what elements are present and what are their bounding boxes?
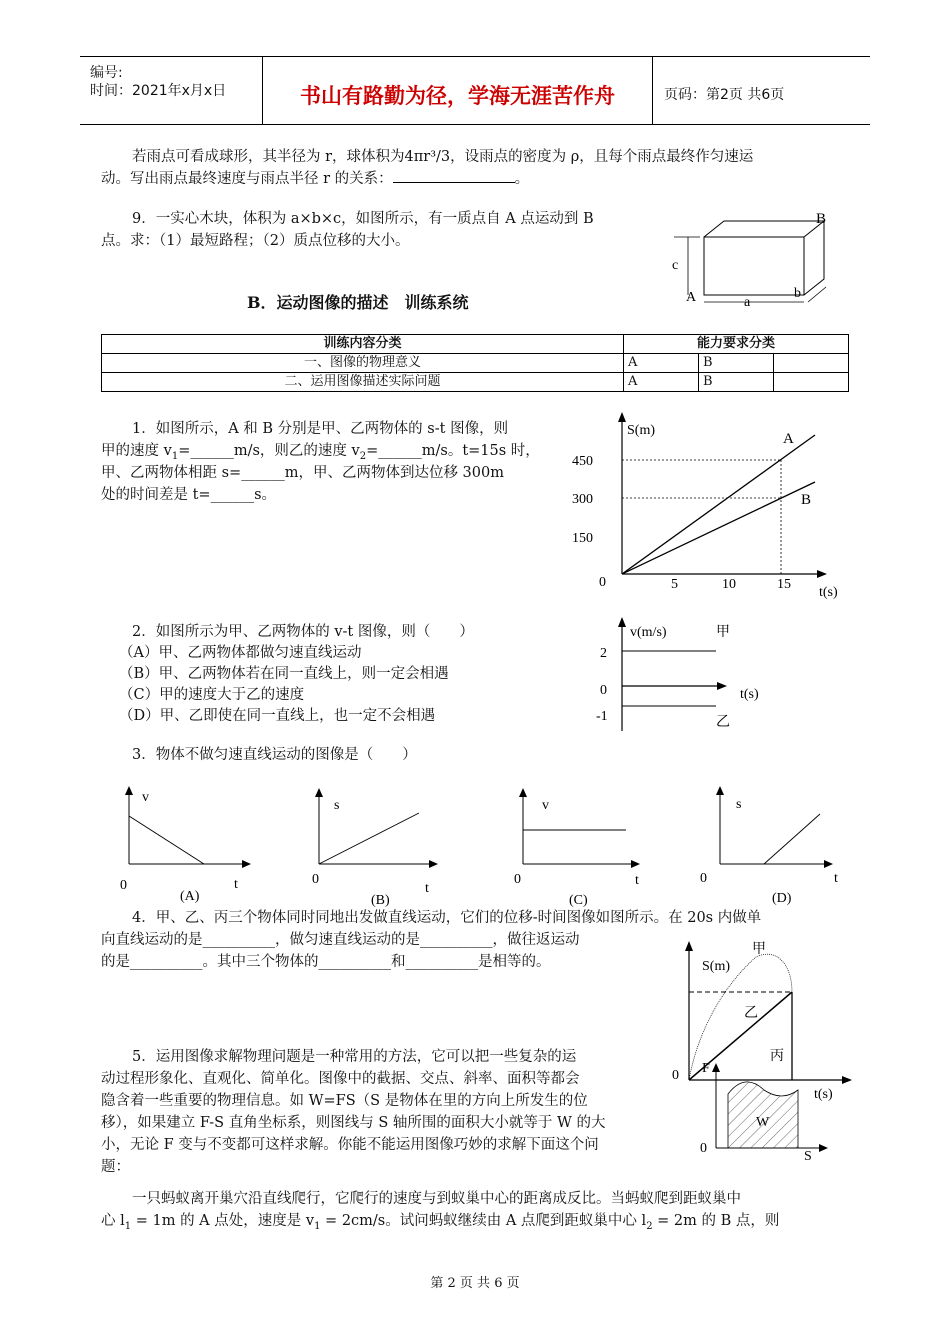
table-header-row [102,335,849,354]
q1-line-3: 甲、乙两物体相距 s=______m，甲、乙两物体到达位移 300m [101,465,504,481]
q1-ytick-300: 300 [572,492,593,507]
q1-line-B [622,482,815,574]
q3c-x-label: t [635,873,639,888]
q1-line-A [622,435,815,574]
q4-x-label: t(s) [814,1087,833,1102]
q3b-option-label: (B) [371,893,390,907]
rain-line-1: 若雨点可看成球形，其半径为 r，球体积为4πr³/3，设雨点的密度为 ρ，且每个雨点最终作匀速运 [132,149,754,165]
table-cell-a: A [624,373,699,392]
q3a-x-arrow [242,860,251,868]
q2-option-c: （C）甲的速度大于乙的速度 [119,687,305,703]
table-cell-b: B [699,373,774,392]
q1-line-1: 1．如图所示，A 和 B 分别是甲、乙两物体的 s-t 图像，则 [132,421,509,437]
q3d-x-label: t [834,871,838,886]
q3d-y-arrow [716,786,724,795]
q3d-graph-line [764,814,820,864]
q3b-x-arrow [429,860,438,868]
q3a-x-label: t [234,877,238,892]
q5-line-2: 动过程形象化、直观化、简单化。图像中的截据、交点、斜率、面积等都会 [101,1071,580,1087]
rain-line-2-text: 动。写出雨点最终速度与雨点半径 r 的关系： [101,171,393,187]
q3-graph-c [505,782,655,907]
q3b-y-arrow [315,788,323,797]
q1-ytick-150: 150 [572,531,593,546]
q3-graph-d [698,782,848,907]
q5-line-3: 隐含着一些重要的物理信息。如 W=FS（S 是物体在里的方向上所发生的位 [101,1093,588,1109]
q2-ytick-neg1: -1 [596,709,608,724]
q3d-x-arrow [824,860,833,868]
ant-line-1: 一只蚂蚁离开巢穴沿直线爬行，它爬行的速度与到蚁巢中心的距离成反比。当蚂蚁爬到距蚁巢中 [132,1191,741,1207]
table-header-content: 训练内容分类 [102,335,624,354]
q2-stem: 2．如图所示为甲、乙两物体的 v-t 图像，则（ ） [132,624,474,640]
q1-sub-1: 1 [171,450,179,462]
block-side-face [804,221,824,295]
table-cell-a: A [624,354,699,373]
q1-sub-2: 2 [359,450,367,462]
q3c-y-label: v [542,798,549,813]
q3a-y-label: v [142,790,149,805]
ant-text-2: = 1m 的 A 点处，速度是 v [131,1213,315,1229]
q3-graph-a [112,782,262,907]
q3c-y-arrow [519,788,527,797]
table-row [102,373,849,392]
ant-text-3: = 2cm/s。试问蚂蚁继续由 A 点爬到距蚁巢中心 l [320,1213,647,1229]
q3b-y-label: s [334,798,340,813]
q3b-origin: 0 [312,872,319,887]
q5-x-label: S [804,1149,812,1164]
q5-fs-chart [690,1050,840,1165]
training-classification-table [101,334,849,392]
section-b-title: B．运动图像的描述 训练系统 [247,293,469,312]
header-divider-2 [652,56,653,124]
q1-series-label-A: A [783,431,794,447]
q3-stem: 3．物体不做匀速直线运动的图像是（ ） [132,747,417,763]
q5-line-1: 5．运用图像求解物理问题是一种常用的方法，它可以把一些复杂的运 [132,1049,577,1065]
q3c-origin: 0 [514,872,521,887]
table-cell-content: 一、图像的物理意义 [102,354,624,373]
q3c-x-arrow [631,860,640,868]
q3c-option-label: (C) [569,893,588,907]
rain-line-2-end: 。 [514,171,530,187]
q9-line-2: 点。求：（1）最短路程；（2）质点位移的大小。 [101,233,410,249]
q1-x-label: t(s) [819,585,838,600]
q1-line-4: 处的时间差是 t=______s。 [101,487,277,503]
ant-line-2 [101,1210,779,1238]
block-top-face [704,221,824,237]
table-cell-empty [774,373,849,392]
q1-origin: 0 [599,575,606,590]
q1-xtick-10: 10 [722,577,736,592]
block-front-face [704,237,804,295]
q2-ytick-2: 2 [600,646,607,661]
q5-line-5: 小，无论 F 变与不变都可这样求解。你能不能运用图像巧妙的求解下面这个问 [101,1137,599,1153]
rain-answer-blank [393,168,515,183]
ant-sub-2: 1 [314,1220,321,1232]
page-footer: 第 2 页 共 6 页 [430,1276,520,1291]
block-label-c: c [672,258,679,273]
q5-area-label: W [756,1115,770,1130]
q5-y-arrow [712,1063,720,1072]
q2-x-label: t(s) [740,687,759,702]
ant-sub-3: 2 [646,1220,653,1232]
q3b-graph-line [319,813,419,864]
q4-y-arrow [685,941,693,951]
q4-line-1: 4．甲、乙、丙三个物体同时同地出发做直线运动，它们的位移-时间图像如图所示。在 20s 内做单 [132,910,762,926]
q2-vt-chart [590,615,790,735]
header-serial: 编号: [90,65,123,81]
q1-ytick-450: 450 [572,454,593,469]
q3d-y-label: s [736,797,742,812]
block-label-A: A [686,290,697,305]
q1-line-2-a: 甲的速度 v [101,443,172,459]
ant-text-1: 心 l [101,1213,125,1229]
q3a-graph-line [129,816,204,864]
q4-label-jia: 甲 [752,942,766,957]
q2-x-arrow [717,682,727,690]
ant-sub-1: 1 [124,1220,132,1232]
q5-line-4: 移），如果建立 F-S 直角坐标系，则图线与 S 轴所围的面积大小就等于 W 的大 [101,1115,606,1131]
q1-x-arrow [817,570,827,578]
table-cell-content: 二、运用图像描述实际问题 [102,373,624,392]
q4-line-3: 的是__________。其中三个物体的__________和__________是相等的。 [101,954,551,970]
q4-label-bing: 丙 [770,1049,784,1064]
header-motto: 书山有路勤为径，学海无涯苦作舟 [300,84,615,108]
header-bottom-rule [80,124,870,125]
q4-x-arrow [842,1076,852,1084]
block-label-a: a [744,295,751,310]
q1-line-2-b: =______m/s，则乙的速度 v [178,443,360,459]
q1-line-2-c: =______m/s。t=15s 时， [366,443,540,459]
ant-text-4: = 2m 的 B 点，则 [652,1213,780,1229]
table-header-ability: 能力要求分类 [624,335,849,354]
q1-st-chart [565,410,850,605]
q3-graph-b [303,782,453,907]
table-row [102,354,849,373]
q3d-option-label: (D) [772,891,792,906]
q5-y-label: F [702,1061,710,1076]
q2-option-d: （D）甲、乙即使在同一直线上，也一定不会相遇 [119,708,436,724]
table-cell-empty [774,354,849,373]
q9-line-1: 9．一实心木块，体积为 a×b×c，如图所示，有一质点自 A 点运动到 B [132,211,594,227]
q1-xtick-5: 5 [671,577,678,592]
table-cell-b: B [699,354,774,373]
header-date: 时间：2021年x月x日 [90,83,227,99]
q1-y-arrow [618,412,626,422]
q2-option-a: （A）甲、乙两物体都做匀速直线运动 [119,645,362,661]
q3b-x-label: t [425,881,429,896]
q4-y-label: S(m) [702,959,730,974]
q2-series-label-jia: 甲 [716,625,730,640]
q4-label-yi: 乙 [744,1006,758,1021]
q3d-origin: 0 [700,871,707,886]
q1-xtick-15: 15 [777,577,791,592]
block-label-b: b [794,286,801,301]
q9-block-figure [660,205,840,310]
q2-y-arrow [618,617,626,627]
q4-origin: 0 [672,1068,679,1083]
header-page: 页码：第2页 共6页 [664,87,785,103]
q4-line-2: 向直线运动的是__________，做匀速直线运动的是__________，做往返运动 [101,932,580,948]
q2-y-label: v(m/s) [630,625,667,640]
q5-origin: 0 [700,1141,707,1156]
q1-series-label-B: B [801,492,812,508]
block-label-B: B [816,211,827,227]
q3a-origin: 0 [120,878,127,893]
q3a-y-arrow [125,786,133,795]
header-top-rule [80,56,870,57]
rain-line-2 [101,168,529,190]
q2-option-b: （B）甲、乙两物体若在同一直线上，则一定会相遇 [119,666,449,682]
q1-y-label: S(m) [627,423,655,438]
q5-x-arrow [819,1144,828,1152]
q3a-option-label: (A) [180,889,200,904]
q5-line-6: 题： [101,1159,130,1175]
q2-series-label-yi: 乙 [716,715,730,730]
q2-ytick-0: 0 [600,683,607,698]
